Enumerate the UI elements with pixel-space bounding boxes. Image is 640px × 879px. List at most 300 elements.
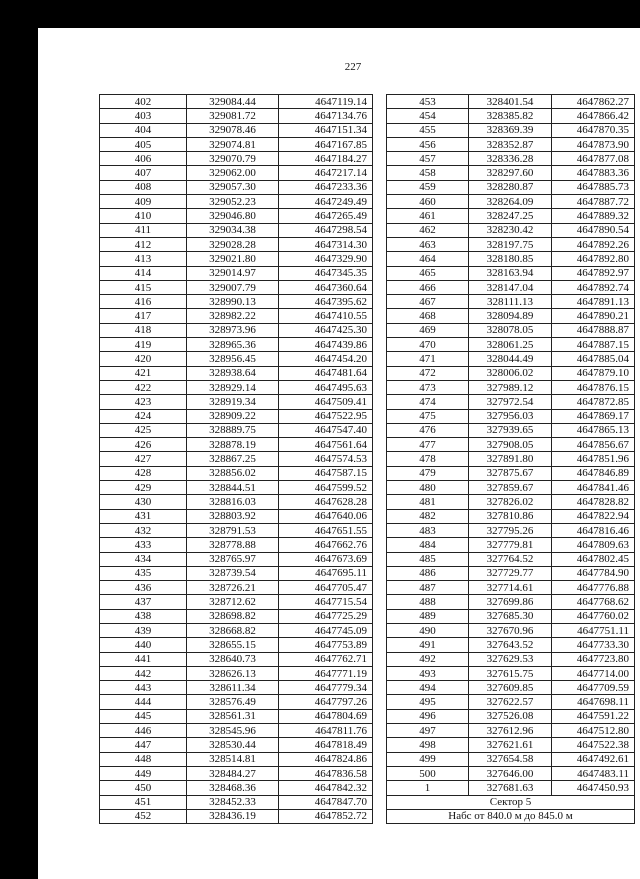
y-coordinate: 4647217.14 [279,166,373,180]
table-row [100,566,373,580]
point-number: 412 [100,237,187,251]
x-coordinate: 327621.61 [469,738,552,752]
y-coordinate: 4647879.10 [552,366,635,380]
point-number: 454 [387,109,469,123]
x-coordinate: 327729.77 [469,566,552,580]
point-number: 441 [100,652,187,666]
x-coordinate: 328436.19 [187,809,279,823]
point-number: 450 [100,781,187,795]
y-coordinate: 4647873.90 [552,137,635,151]
point-number: 485 [387,552,469,566]
point-number: 466 [387,280,469,294]
x-coordinate: 327612.96 [469,724,552,738]
y-coordinate: 4647547.40 [279,423,373,437]
y-coordinate: 4647345.35 [279,266,373,280]
y-coordinate: 4647888.87 [552,323,635,337]
point-number: 456 [387,137,469,151]
x-coordinate: 328264.09 [469,195,552,209]
y-coordinate: 4647824.86 [279,752,373,766]
table-row [100,495,373,509]
y-coordinate: 4647891.13 [552,295,635,309]
table-row [100,552,373,566]
point-number: 411 [100,223,187,237]
table-row [387,109,635,123]
coordinates-table-right-body [387,95,635,796]
y-coordinate: 4647249.49 [279,195,373,209]
x-coordinate: 327714.61 [469,581,552,595]
x-coordinate: 328180.85 [469,252,552,266]
table-row [387,95,635,109]
x-coordinate: 327795.26 [469,523,552,537]
point-number: 453 [387,95,469,109]
point-number: 459 [387,180,469,194]
point-number: 410 [100,209,187,223]
table-row [387,766,635,780]
y-coordinate: 4647811.76 [279,724,373,738]
point-number: 470 [387,338,469,352]
point-number: 415 [100,280,187,294]
y-coordinate: 4647695.11 [279,566,373,580]
point-number: 420 [100,352,187,366]
coordinates-table-left [99,94,373,824]
y-coordinate: 4647762.71 [279,652,373,666]
x-coordinate: 328484.27 [187,766,279,780]
point-number: 487 [387,581,469,595]
point-number: 419 [100,338,187,352]
x-coordinate: 328929.14 [187,380,279,394]
table-row [100,438,373,452]
point-number: 491 [387,638,469,652]
point-number: 464 [387,252,469,266]
x-coordinate: 329014.97 [187,266,279,280]
table-row [387,266,635,280]
table-row [100,595,373,609]
point-number: 482 [387,509,469,523]
point-number: 499 [387,752,469,766]
y-coordinate: 4647760.02 [552,609,635,623]
x-coordinate: 327826.02 [469,495,552,509]
table-row [387,695,635,709]
x-coordinate: 328452.33 [187,795,279,809]
point-number: 429 [100,481,187,495]
y-coordinate: 4647492.61 [552,752,635,766]
y-coordinate: 4647439.86 [279,338,373,352]
point-number: 498 [387,738,469,752]
point-number: 418 [100,323,187,337]
point-number: 431 [100,509,187,523]
point-number: 460 [387,195,469,209]
y-coordinate: 4647889.32 [552,209,635,223]
y-coordinate: 4647715.54 [279,595,373,609]
y-coordinate: 4647265.49 [279,209,373,223]
x-coordinate: 327526.08 [469,709,552,723]
table-row [100,466,373,480]
point-number: 486 [387,566,469,580]
point-number: 500 [387,766,469,780]
y-coordinate: 4647797.26 [279,695,373,709]
x-coordinate: 328297.60 [469,166,552,180]
point-number: 473 [387,380,469,394]
x-coordinate: 327699.86 [469,595,552,609]
y-coordinate: 4647876.15 [552,380,635,394]
point-number: 483 [387,523,469,537]
x-coordinate: 327654.58 [469,752,552,766]
y-coordinate: 4647395.62 [279,295,373,309]
y-coordinate: 4647298.54 [279,223,373,237]
x-coordinate: 328545.96 [187,724,279,738]
y-coordinate: 4647705.47 [279,581,373,595]
x-coordinate: 328965.36 [187,338,279,352]
point-number: 497 [387,724,469,738]
sector-caption [387,795,635,824]
x-coordinate: 328336.28 [469,152,552,166]
y-coordinate: 4647233.36 [279,180,373,194]
y-coordinate: 4647852.72 [279,809,373,823]
x-coordinate: 328919.34 [187,395,279,409]
table-row [387,581,635,595]
table-row [100,409,373,423]
table-row [387,195,635,209]
x-coordinate: 329028.28 [187,237,279,251]
point-number: 448 [100,752,187,766]
x-coordinate: 328856.02 [187,466,279,480]
x-coordinate: 329046.80 [187,209,279,223]
x-coordinate: 327891.80 [469,452,552,466]
x-coordinate: 328078.05 [469,323,552,337]
y-coordinate: 4647828.82 [552,495,635,509]
y-coordinate: 4647847.70 [279,795,373,809]
x-coordinate: 328385.82 [469,109,552,123]
point-number: 496 [387,709,469,723]
point-number: 455 [387,123,469,137]
point-number: 435 [100,566,187,580]
x-coordinate: 329078.46 [187,123,279,137]
x-coordinate: 328163.94 [469,266,552,280]
table-row [387,752,635,766]
point-number: 490 [387,623,469,637]
table-row [100,481,373,495]
y-coordinate: 4647495.63 [279,380,373,394]
y-coordinate: 4647877.08 [552,152,635,166]
x-coordinate: 328765.97 [187,552,279,566]
table-row [100,180,373,194]
table-row [100,380,373,394]
table-row [387,509,635,523]
point-number: 463 [387,237,469,251]
x-coordinate: 328247.25 [469,209,552,223]
y-coordinate: 4647723.80 [552,652,635,666]
x-coordinate: 329084.44 [187,95,279,109]
x-coordinate: 328626.13 [187,666,279,680]
y-coordinate: 4647802.45 [552,552,635,566]
y-coordinate: 4647483.11 [552,766,635,780]
table-row [387,223,635,237]
x-coordinate: 328006.02 [469,366,552,380]
table-row [100,195,373,209]
x-coordinate: 328147.04 [469,280,552,294]
y-coordinate: 4647151.34 [279,123,373,137]
table-row [100,752,373,766]
point-number: 472 [387,366,469,380]
point-number: 426 [100,438,187,452]
point-number: 449 [100,766,187,780]
point-number: 404 [100,123,187,137]
x-coordinate: 328889.75 [187,423,279,437]
y-coordinate: 4647628.28 [279,495,373,509]
x-coordinate: 327908.05 [469,438,552,452]
table-row [100,209,373,223]
x-coordinate: 328514.81 [187,752,279,766]
table-row [387,552,635,566]
x-coordinate: 327643.52 [469,638,552,652]
table-row [100,309,373,323]
y-coordinate: 4647836.58 [279,766,373,780]
y-coordinate: 4647883.36 [552,166,635,180]
point-number: 417 [100,309,187,323]
x-coordinate: 328973.96 [187,323,279,337]
table-row [387,180,635,194]
y-coordinate: 4647574.53 [279,452,373,466]
page-number: 227 [344,61,362,73]
table-row [100,681,373,695]
x-coordinate: 328655.15 [187,638,279,652]
x-coordinate: 328816.03 [187,495,279,509]
y-coordinate: 4647885.73 [552,180,635,194]
point-number: 480 [387,481,469,495]
table-row [387,738,635,752]
y-coordinate: 4647862.27 [552,95,635,109]
y-coordinate: 4647885.04 [552,352,635,366]
y-coordinate: 4647892.97 [552,266,635,280]
x-coordinate: 328369.39 [469,123,552,137]
y-coordinate: 4647714.00 [552,666,635,680]
y-coordinate: 4647360.64 [279,280,373,294]
table-row [387,466,635,480]
table-row [387,309,635,323]
x-coordinate: 328561.31 [187,709,279,723]
table-row [387,209,635,223]
table-row [387,481,635,495]
table-row [387,323,635,337]
point-number: 413 [100,252,187,266]
x-coordinate: 328726.21 [187,581,279,595]
x-coordinate: 328878.19 [187,438,279,452]
y-coordinate: 4647709.59 [552,681,635,695]
y-coordinate: 4647587.15 [279,466,373,480]
point-number: 461 [387,209,469,223]
x-coordinate: 329021.80 [187,252,279,266]
table-row [100,809,373,823]
point-number: 465 [387,266,469,280]
table-row [387,452,635,466]
y-coordinate: 4647851.96 [552,452,635,466]
point-number: 489 [387,609,469,623]
table-row [100,709,373,723]
y-coordinate: 4647779.34 [279,681,373,695]
y-coordinate: 4647804.69 [279,709,373,723]
table-row [387,623,635,637]
x-coordinate: 329081.72 [187,109,279,123]
table-row [387,123,635,137]
table-row [387,724,635,738]
x-coordinate: 327939.65 [469,423,552,437]
table-row [100,509,373,523]
x-coordinate: 328401.54 [469,95,552,109]
x-coordinate: 327972.54 [469,395,552,409]
table-row [387,709,635,723]
table-row [100,652,373,666]
x-coordinate: 329007.79 [187,280,279,294]
x-coordinate: 327685.30 [469,609,552,623]
table-row [100,280,373,294]
point-number: 437 [100,595,187,609]
table-row [100,538,373,552]
table-row [100,323,373,337]
point-number: 475 [387,409,469,423]
table-row [387,380,635,394]
table-row [100,623,373,637]
y-coordinate: 4647725.29 [279,609,373,623]
table-row [100,609,373,623]
table-row [387,352,635,366]
x-coordinate: 328197.75 [469,237,552,251]
point-number: 408 [100,180,187,194]
y-coordinate: 4647866.42 [552,109,635,123]
point-number: 492 [387,652,469,666]
point-number: 438 [100,609,187,623]
point-number: 495 [387,695,469,709]
y-coordinate: 4647841.46 [552,481,635,495]
coordinates-table-left-body [100,95,373,824]
y-coordinate: 4647599.52 [279,481,373,495]
point-number: 443 [100,681,187,695]
point-number: 477 [387,438,469,452]
point-number: 469 [387,323,469,337]
x-coordinate: 327681.63 [469,781,552,795]
table-row [100,266,373,280]
table-row [100,366,373,380]
x-coordinate: 328909.22 [187,409,279,423]
x-coordinate: 328640.73 [187,652,279,666]
point-number: 434 [100,552,187,566]
point-number: 409 [100,195,187,209]
x-coordinate: 327875.67 [469,466,552,480]
x-coordinate: 327629.53 [469,652,552,666]
x-coordinate: 327779.81 [469,538,552,552]
point-number: 471 [387,352,469,366]
x-coordinate: 328982.22 [187,309,279,323]
point-number: 405 [100,137,187,151]
table-row [100,766,373,780]
table-row [387,338,635,352]
y-coordinate: 4647425.30 [279,323,373,337]
x-coordinate: 328844.51 [187,481,279,495]
x-coordinate: 328778.88 [187,538,279,552]
x-coordinate: 327956.03 [469,409,552,423]
table-row [100,581,373,595]
y-coordinate: 4647512.80 [552,724,635,738]
point-number: 442 [100,666,187,680]
table-row [100,724,373,738]
x-coordinate: 327622.57 [469,695,552,709]
table-row [100,452,373,466]
table-row [100,166,373,180]
point-number: 493 [387,666,469,680]
x-coordinate: 328938.64 [187,366,279,380]
y-coordinate: 4647818.49 [279,738,373,752]
table-row [387,681,635,695]
table-row [387,438,635,452]
y-coordinate: 4647856.67 [552,438,635,452]
y-coordinate: 4647167.85 [279,137,373,151]
y-coordinate: 4647561.64 [279,438,373,452]
point-number: 446 [100,724,187,738]
table-row [100,338,373,352]
point-number: 433 [100,538,187,552]
point-number: 439 [100,623,187,637]
x-coordinate: 328352.87 [469,137,552,151]
table-row [387,152,635,166]
x-coordinate: 328698.82 [187,609,279,623]
x-coordinate: 327764.52 [469,552,552,566]
table-row [387,781,635,795]
table-row [100,795,373,809]
table-row [387,666,635,680]
table-row [100,123,373,137]
y-coordinate: 4647640.06 [279,509,373,523]
y-coordinate: 4647753.89 [279,638,373,652]
point-number: 440 [100,638,187,652]
table-row [387,366,635,380]
x-coordinate: 328867.25 [187,452,279,466]
y-coordinate: 4647846.89 [552,466,635,480]
x-coordinate: 328990.13 [187,295,279,309]
y-coordinate: 4647591.22 [552,709,635,723]
x-coordinate: 328712.62 [187,595,279,609]
table-row [100,109,373,123]
table-row [387,423,635,437]
y-coordinate: 4647776.88 [552,581,635,595]
y-coordinate: 4647887.72 [552,195,635,209]
point-number: 416 [100,295,187,309]
point-number: 447 [100,738,187,752]
x-coordinate: 328956.45 [187,352,279,366]
point-number: 451 [100,795,187,809]
point-number: 403 [100,109,187,123]
x-coordinate: 327670.96 [469,623,552,637]
point-number: 458 [387,166,469,180]
y-coordinate: 4647870.35 [552,123,635,137]
point-number: 436 [100,581,187,595]
y-coordinate: 4647865.13 [552,423,635,437]
y-coordinate: 4647662.76 [279,538,373,552]
point-number: 462 [387,223,469,237]
y-coordinate: 4647184.27 [279,152,373,166]
table-row [100,638,373,652]
coordinates-table-right [386,94,635,824]
point-number: 479 [387,466,469,480]
point-number: 421 [100,366,187,380]
y-coordinate: 4647522.95 [279,409,373,423]
table-row [100,295,373,309]
point-number: 474 [387,395,469,409]
x-coordinate: 327989.12 [469,380,552,394]
y-coordinate: 4647768.62 [552,595,635,609]
y-coordinate: 4647872.85 [552,395,635,409]
y-coordinate: 4647822.94 [552,509,635,523]
point-number: 478 [387,452,469,466]
table-row [100,352,373,366]
